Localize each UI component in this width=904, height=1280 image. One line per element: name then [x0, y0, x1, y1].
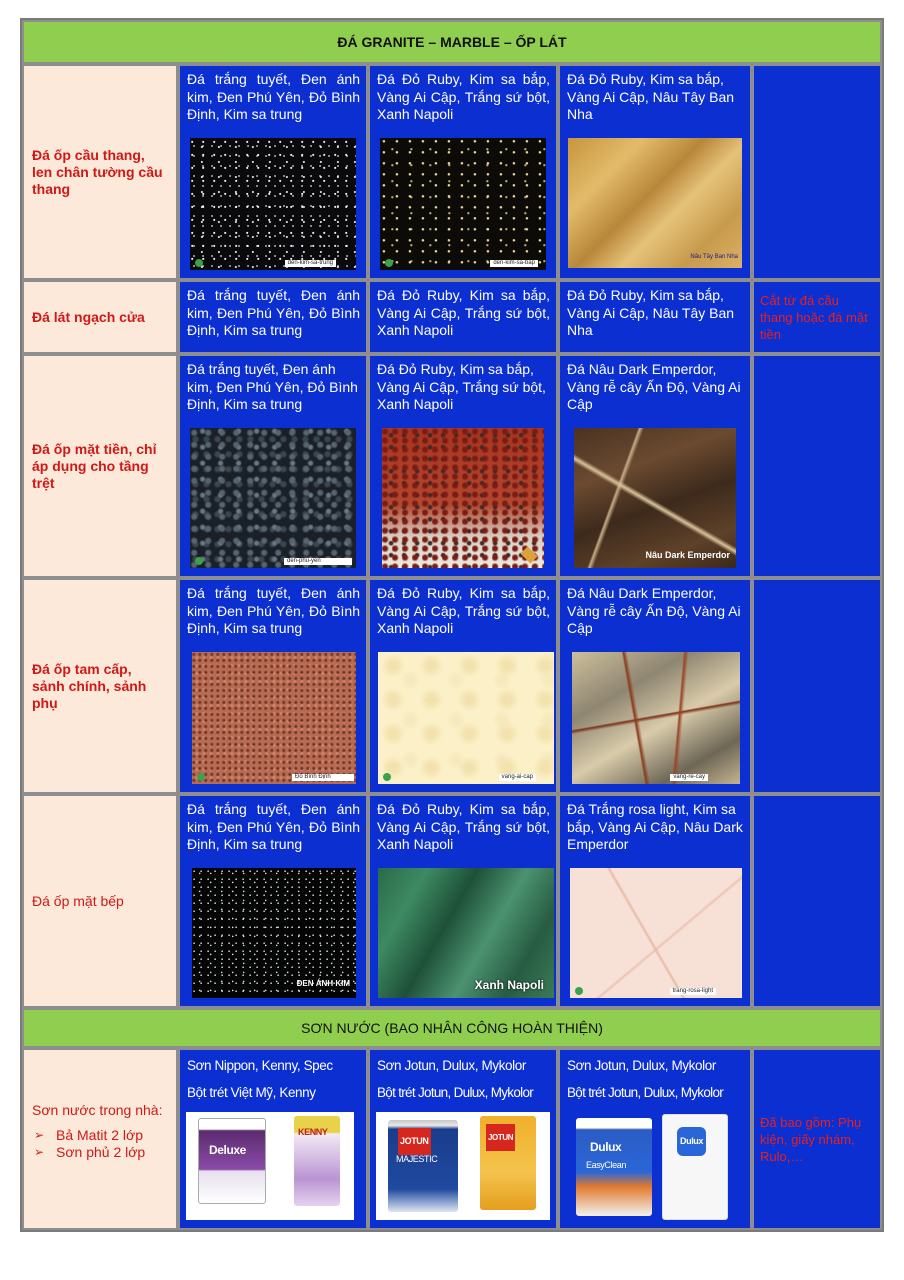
stone-options-text: Đá Đỏ Ruby, Kim sa bắp, Vàng Ai Cập, Nâu Tây Ban Nha	[567, 71, 735, 122]
swatch-caption: trang-rosa-light	[670, 988, 716, 995]
section-header-stone	[22, 20, 882, 64]
watermark-icon	[197, 773, 205, 781]
product-label: KENNY	[298, 1127, 328, 1137]
stone-options-text: Đá trắng tuyết, Đen ánh kim, Đen Phú Yên, Đỏ Bình Định, Kim sa trung	[187, 361, 358, 412]
watermark-icon	[575, 987, 583, 995]
stone-options-text: Đá Nâu Dark Emperdor, Vàng rễ cây Ấn Độ, Vàng Ai Cập	[567, 361, 741, 412]
section-title-stone: ĐÁ GRANITE – MARBLE – ỐP LÁT	[337, 34, 567, 50]
row-label-paint	[22, 1048, 178, 1230]
paint-brand-text: Sơn Jotun, Dulux, Mykolor	[377, 1058, 526, 1073]
product-label: JOTUN	[398, 1128, 431, 1155]
stone-cell	[368, 280, 558, 354]
row-label-kitchen	[22, 794, 178, 1008]
swatch-caption: vang-ai-cap	[499, 774, 536, 781]
swatch-caption: Nâu Tây Ban Nha	[690, 253, 738, 260]
product-label: JOTUN	[486, 1124, 515, 1151]
watermark-icon	[195, 259, 203, 267]
dulux-easyclean-bucket	[576, 1118, 652, 1216]
note-cell-empty	[752, 64, 882, 280]
brand-logo-icon	[521, 547, 538, 564]
stone-swatch-image	[190, 138, 356, 270]
stone-cell	[178, 794, 368, 1008]
row-label-steps	[22, 578, 178, 794]
price-table	[20, 18, 884, 1232]
product-label: Deluxe	[209, 1143, 246, 1157]
stone-options-text: Đá Trắng rosa light, Kim sa bắp, Vàng Ai Cập, Nâu Dark Emperdor	[567, 801, 743, 852]
paint-product-image	[186, 1112, 354, 1220]
swatch-caption: Đỏ Bình Định	[292, 774, 354, 781]
stone-options-text: Đá Đỏ Ruby, Kim sa bắp, Vàng Ai Cập, Trắng sứ bột, Xanh Napoli	[377, 287, 550, 338]
row-label-facade	[22, 354, 178, 578]
stone-options-text: Đá Đỏ Ruby, Kim sa bắp, Vàng Ai Cập, Trắng sứ bột, Xanh Napoli	[377, 71, 550, 122]
paint-brand-text: Sơn Nippon, Kenny, Spec	[187, 1058, 333, 1073]
jotun-putty-bag	[480, 1116, 536, 1210]
swatch-caption: vang-re-cay	[670, 774, 708, 781]
stone-options-text: Đá trắng tuyết, Đen ánh kim, Đen Phú Yên, Đỏ Bình Định, Kim sa trung	[187, 801, 360, 852]
row-label-threshold	[22, 280, 178, 354]
putty-brand-text: Bột trét Jotun, Dulux, Mykolor	[377, 1085, 534, 1100]
row-label-text: Đá ốp mặt tiền, chỉ áp dụng cho tầng trệt	[32, 440, 157, 491]
stone-cell	[558, 794, 752, 1008]
paint-cell	[368, 1048, 558, 1230]
paint-cell	[558, 1048, 752, 1230]
stone-cell	[558, 280, 752, 354]
watermark-icon	[383, 773, 391, 781]
paint-label-text: Sơn nước trong nhà:	[32, 1102, 163, 1118]
row-label-text: Đá lát ngạch cửa	[32, 308, 145, 325]
stone-swatch-image	[380, 138, 546, 270]
dulux-putty-bag	[662, 1114, 728, 1220]
note-cell	[752, 280, 882, 354]
stone-swatch-image	[192, 652, 356, 784]
note-cell-empty	[752, 578, 882, 794]
stone-options-text: Đá Đỏ Ruby, Kim sa bắp, Vàng Ai Cập, Trắng sứ bột, Xanh Napoli	[377, 585, 550, 636]
stone-swatch-image	[568, 138, 742, 268]
stone-swatch-image	[570, 868, 742, 998]
swatch-caption: den-kim-sa-trung	[285, 260, 336, 267]
swatch-caption: ĐEN ÁNH KIM	[296, 978, 350, 988]
note-cell	[752, 1048, 882, 1230]
stone-swatch-image	[378, 868, 554, 998]
swatch-caption: Nâu Dark Emperdor	[645, 549, 730, 560]
stone-options-text: Đá Đỏ Ruby, Kim sa bắp, Vàng Ai Cập, Trắng sứ bột, Xanh Napoli	[377, 361, 546, 412]
product-label: Dulux	[590, 1140, 622, 1154]
paint-step-item: ➢ Sơn phủ 2 lớp	[32, 1144, 168, 1161]
stone-cell	[558, 64, 752, 280]
stone-cell	[178, 354, 368, 578]
stone-swatch-image	[382, 428, 544, 568]
stone-options-text: Đá trắng tuyết, Đen ánh kim, Đen Phú Yên, Đỏ Bình Định, Kim sa trung	[187, 287, 360, 338]
stone-cell	[178, 578, 368, 794]
kenny-deluxe-bucket	[198, 1118, 266, 1204]
product-label: MAJESTIC	[396, 1154, 438, 1164]
paint-brand-text: Sơn Jotun, Dulux, Mykolor	[567, 1058, 716, 1073]
note-text: Đã bao gồm: Phụ kiện, giấy nhám, Rulo,…	[760, 1115, 862, 1164]
watermark-icon	[195, 557, 203, 565]
putty-brand-text: Bột trét Việt Mỹ, Kenny	[187, 1085, 316, 1100]
paint-product-image	[376, 1112, 550, 1220]
swatch-caption: den-kim-sa-bap	[490, 260, 538, 267]
row-label-stairs	[22, 64, 178, 280]
stone-options-text: Đá Đỏ Ruby, Kim sa bắp, Vàng Ai Cập, Trắng sứ bột, Xanh Napoli	[377, 801, 550, 852]
stone-options-text: Đá trắng tuyết, Đen ánh kim, Đen Phú Yên, Đỏ Bình Định, Kim sa trung	[187, 71, 360, 122]
watermark-icon	[385, 259, 393, 267]
stone-cell	[368, 794, 558, 1008]
stone-cell	[178, 280, 368, 354]
stone-swatch-image	[192, 868, 356, 998]
stone-cell	[368, 64, 558, 280]
note-text: Cắt từ đá cầu thang hoặc đá mặt tiền	[760, 293, 868, 342]
product-label: Dulux	[677, 1127, 706, 1156]
stone-swatch-image	[378, 652, 554, 784]
stone-swatch-image	[574, 428, 736, 568]
note-cell-empty	[752, 794, 882, 1008]
stone-swatch-image	[572, 652, 740, 784]
stone-swatch-image	[190, 428, 356, 568]
stone-options-text: Đá Nâu Dark Emperdor, Vàng rễ cây Ấn Độ, Vàng Ai Cập	[567, 585, 741, 636]
swatch-caption: Xanh Napoli	[474, 977, 544, 992]
kenny-putty-box	[294, 1116, 340, 1206]
section-header-paint	[22, 1008, 882, 1048]
section-title-paint: SƠN NƯỚC (BAO NHÂN CÔNG HOÀN THIỆN)	[301, 1020, 603, 1036]
stone-cell	[368, 578, 558, 794]
putty-brand-text: Bột trét Jotun, Dulux, Mykolor	[567, 1085, 724, 1100]
paint-cell	[178, 1048, 368, 1230]
stone-options-text: Đá Đỏ Ruby, Kim sa bắp, Vàng Ai Cập, Nâu Tây Ban Nha	[567, 287, 735, 338]
row-label-text: Đá ốp cầu thang, len chân tường cầu thang	[32, 146, 163, 197]
stone-cell	[368, 354, 558, 578]
paint-steps-list	[32, 1127, 168, 1161]
jotun-majestic-can	[388, 1120, 458, 1212]
swatch-caption: den-phu-yen	[284, 558, 352, 565]
stone-cell	[178, 64, 368, 280]
product-label: EasyClean	[586, 1160, 626, 1170]
stone-cell	[558, 578, 752, 794]
stone-options-text: Đá trắng tuyết, Đen ánh kim, Đen Phú Yên, Đỏ Bình Định, Kim sa trung	[187, 585, 360, 636]
note-cell-empty	[752, 354, 882, 578]
row-label-text: Đá ốp tam cấp, sảnh chính, sảnh phụ	[32, 660, 147, 711]
paint-product-image	[576, 1112, 736, 1220]
row-label-text: Đá ốp mặt bếp	[32, 892, 124, 909]
paint-step-item: ➢ Bả Matit 2 lớp	[32, 1127, 168, 1144]
stone-cell	[558, 354, 752, 578]
